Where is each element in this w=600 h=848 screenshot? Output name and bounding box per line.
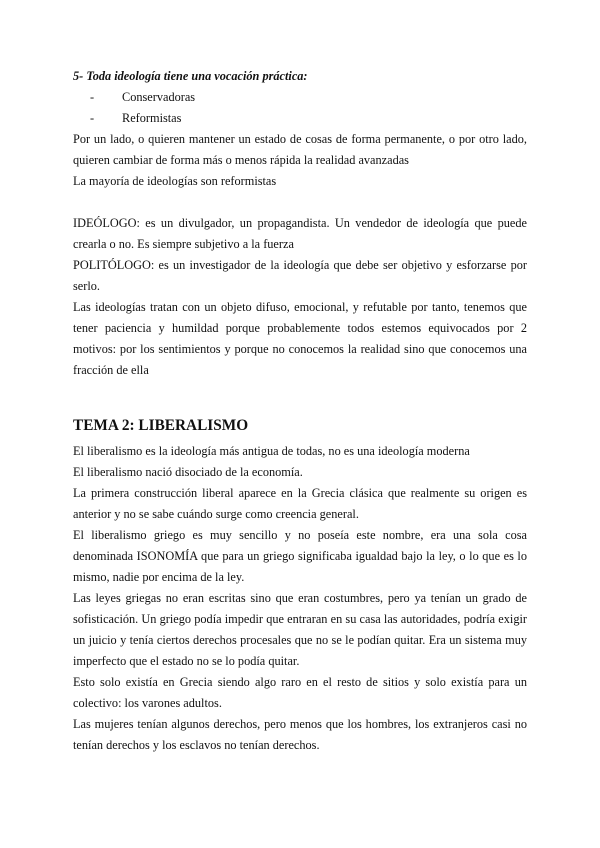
paragraph: La mayoría de ideologías son reformistas	[73, 174, 277, 188]
paragraph: El liberalismo griego es muy sencillo y no poseía este nombre, era una sola cosa denominada ISONOMÍA que para un griego significaba igualdad bajo la ley, o lo que es lo mismo, nadie por encima de la ley.	[73, 528, 527, 584]
section-5-heading: 5- Toda ideología tiene una vocación práctica:	[73, 69, 308, 83]
definition-politologo: POLITÓLOGO: es un investigador de la ideología que debe ser objetivo y esforzarse por serlo.	[73, 258, 527, 293]
spacer	[73, 381, 527, 402]
list-item-label: Conservadoras	[122, 90, 196, 104]
list-item	[73, 87, 527, 108]
paragraph: El liberalismo es la ideología más antigua de todas, no es una ideología moderna	[73, 444, 470, 458]
paragraph: El liberalismo nació disociado de la economía.	[73, 465, 303, 479]
paragraph: Las leyes griegas no eran escritas sino que eran costumbres, pero ya tenían un grado de sofisticación. Un griego podía impedir que entraran en su casa las autoridades, podría exigir un juicio y tenía ciertos derechos procesales que no se le podían quitar. Era un sistema muy imperfecto que el estado no se lo podía quitar.	[73, 591, 527, 668]
list-bullet: -	[90, 90, 95, 104]
paragraph: Esto solo existía en Grecia siendo algo raro en el resto de sitios y solo existía para un colectivo: los varones adultos.	[73, 675, 527, 710]
paragraph: Por un lado, o quieren mantener un estado de cosas de forma permanente, o por otro lado, quieren cambiar de forma más o menos rápida la realidad avanzadas	[73, 132, 527, 167]
list-item	[73, 108, 527, 129]
list-item-label: Reformistas	[122, 111, 182, 125]
definition-ideologo: IDEÓLOGO: es un divulgador, un propagandista. Un vendedor de ideología que puede crearla o no. Es siempre subjetivo a la fuerza	[73, 216, 527, 251]
tema-2-title: TEMA 2: LIBERALISMO	[73, 417, 249, 434]
paragraph: Las mujeres tenían algunos derechos, pero menos que los hombres, los extranjeros casi no tenían derechos y los esclavos no tenían derechos.	[73, 717, 527, 752]
paragraph: Las ideologías tratan con un objeto difuso, emocional, y refutable por tanto, tenemos que tener paciencia y humildad porque probablemente todos estemos equivocados por 2 motivos: por los sentimientos y porque no conocemos la realidad sino que conocemos una fracción de ella	[73, 300, 527, 377]
ideology-types-list	[73, 87, 527, 129]
list-bullet: -	[90, 111, 95, 125]
spacer	[73, 192, 527, 213]
paragraph: La primera construcción liberal aparece en la Grecia clásica que realmente su origen es anterior y no se sabe cuándo surge como creencia general.	[73, 486, 527, 521]
document-page	[73, 66, 527, 756]
